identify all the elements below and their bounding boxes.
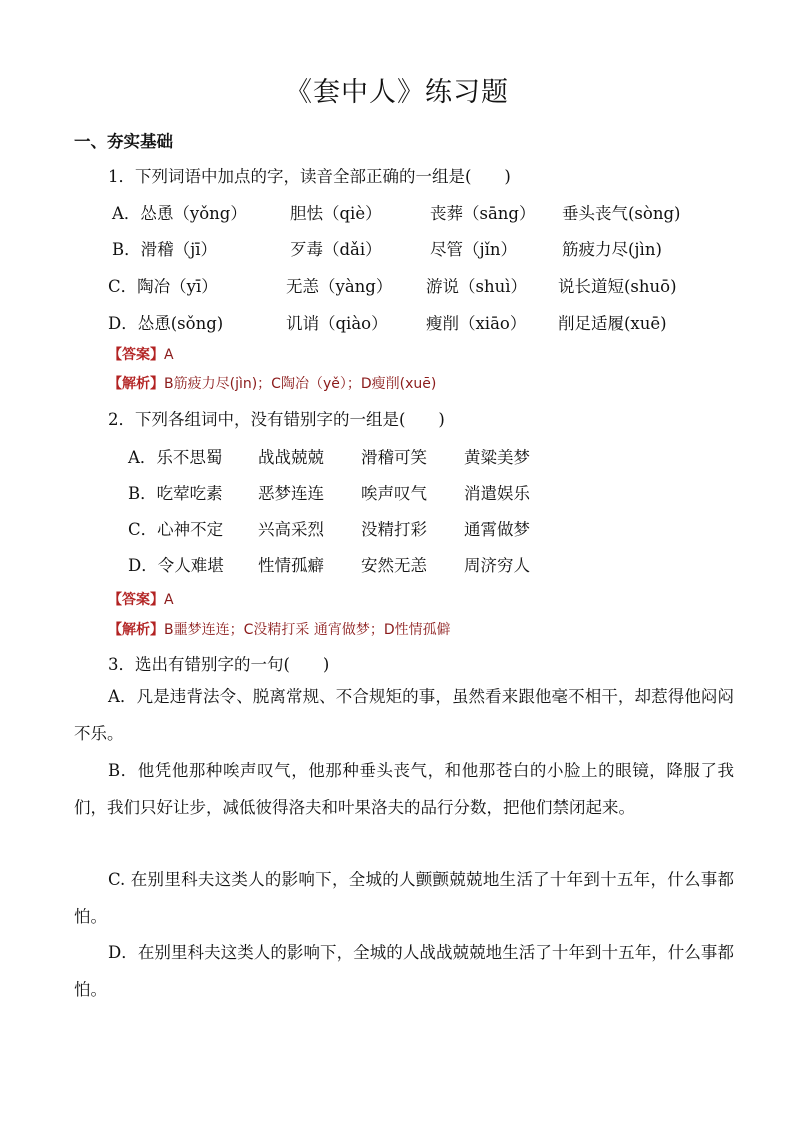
q2-option-row-c <box>128 516 728 540</box>
answer-tag: 【答案】 <box>108 592 164 608</box>
answer-value: A <box>164 347 174 363</box>
q3-option-a: A．凡是违背法令、脱离常规、不合规矩的事，虽然看来跟他毫不相干，却惹得他闷闷不乐。 <box>74 687 734 743</box>
analysis-tag: 【解析】 <box>108 376 164 392</box>
q1-d-4: 削足适履(xuē) <box>558 314 667 333</box>
q1-d-3: 瘦削（xiāo） <box>426 314 527 333</box>
q1-option-row-c <box>108 273 728 297</box>
q2-d-4: 周济穷人 <box>464 556 530 575</box>
q2-d-2: 性情孤癖 <box>258 556 324 575</box>
q1-b-4: 筋疲力尽(jìn) <box>562 240 662 259</box>
analysis-text: B噩梦连连；C没精打采 通宵做梦；D性情孤僻 <box>164 622 451 638</box>
q1-a-4: 垂头丧气(sòng) <box>562 204 681 223</box>
q1-d-2: 讥诮（qiào） <box>286 314 388 333</box>
q3-option-c: C. 在别里科夫这类人的影响下，全城的人颤颤兢兢地生活了十年到十五年，什么事都怕。 <box>74 870 734 926</box>
q1-b-3: 尽管（jǐn） <box>430 240 518 259</box>
page-title: 《套中人》练习题 <box>285 77 509 108</box>
q1-d-1: D．怂恿(sǒng) <box>108 314 224 333</box>
q1-analysis <box>108 373 436 393</box>
q2-option-row-b <box>128 480 728 504</box>
q1-option-row-a <box>112 200 732 224</box>
q2-c-1: C．心神不定 <box>128 520 224 539</box>
question-3-stem: 3．选出有错别字的一句( ) <box>108 655 330 674</box>
q2-c-4: 通霄做梦 <box>464 520 530 539</box>
answer-value: A <box>164 592 174 608</box>
q3-option-b: B．他凭他那种唉声叹气，他那种垂头丧气，和他那苍白的小脸上的眼镜，降服了我们，我们只好让步，减低彼得洛夫和叶果洛夫的品行分数，把他们禁闭起来。 <box>74 761 734 817</box>
q3-option-d: D．在别里科夫这类人的影响下，全城的人战战兢兢地生活了十年到十五年，什么事都怕。 <box>74 943 734 999</box>
analysis-tag: 【解析】 <box>108 622 164 638</box>
q1-c-3: 游说（shuì） <box>426 277 527 296</box>
answer-tag: 【答案】 <box>108 347 164 363</box>
q2-b-1: B．吃荤吃素 <box>128 484 223 503</box>
q2-option-row-a <box>128 444 728 468</box>
q1-a-1: A．怂恿（yǒng） <box>112 204 247 223</box>
q2-a-2: 战战兢兢 <box>258 448 324 467</box>
q1-option-row-b <box>112 236 732 260</box>
q2-c-3: 没精打彩 <box>361 520 427 539</box>
q1-b-2: 歹毒（dǎi） <box>290 240 382 259</box>
q2-a-1: A．乐不思蜀 <box>128 448 223 467</box>
question-2-stem: 2．下列各组词中，没有错别字的一组是( ) <box>108 410 445 429</box>
q2-answer <box>108 589 174 609</box>
q2-d-3: 安然无恙 <box>361 556 427 575</box>
question-1-stem: 1．下列词语中加点的字，读音全部正确的一组是( ) <box>108 167 511 186</box>
q2-d-1: D．令人难堪 <box>128 556 224 575</box>
q2-b-4: 消遣娱乐 <box>464 484 530 503</box>
analysis-text: B筋疲力尽(jìn)；C陶冶（yě）；D瘦削(xuē) <box>164 376 437 392</box>
q2-b-3: 唉声叹气 <box>361 484 427 503</box>
q1-option-row-d <box>108 310 728 334</box>
section-heading: 一、夯实基础 <box>74 132 173 151</box>
q2-option-row-d <box>128 552 728 576</box>
q1-a-3: 丧葬（sāng） <box>430 204 536 223</box>
q1-b-1: B．滑稽（jī） <box>112 240 218 259</box>
q2-c-2: 兴高采烈 <box>258 520 324 539</box>
q1-a-2: 胆怯（qiè） <box>290 204 382 223</box>
q2-a-4: 黄粱美梦 <box>464 448 530 467</box>
q1-c-1: C．陶冶（yī） <box>108 277 218 296</box>
q2-b-2: 恶梦连连 <box>258 484 324 503</box>
q2-a-3: 滑稽可笑 <box>361 448 427 467</box>
q1-answer <box>108 344 174 364</box>
q1-c-2: 无恙（yàng） <box>286 277 393 296</box>
q1-c-4: 说长道短(shuō) <box>558 277 677 296</box>
q2-analysis <box>108 619 451 639</box>
